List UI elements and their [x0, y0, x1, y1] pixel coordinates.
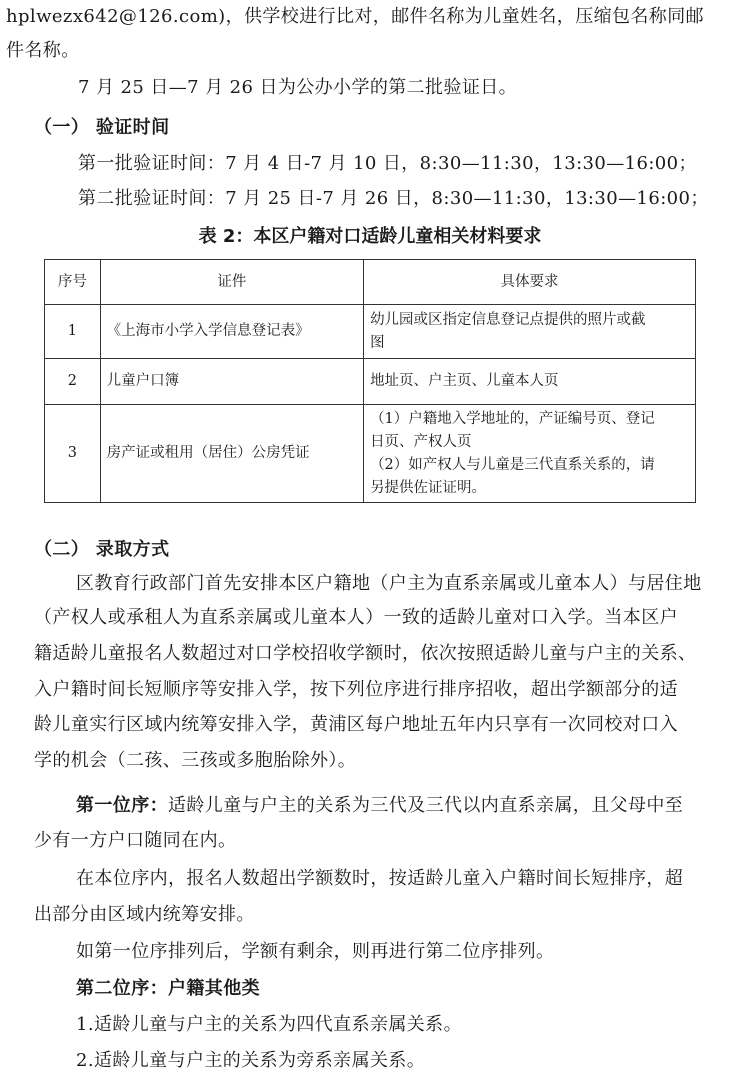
admission-para-line: 籍适龄儿童报名人数超过对口学校招收学额时，依次按照适龄儿童与户主的关系、: [34, 643, 697, 664]
second-priority-item-1: 1.适龄儿童与户主的关系为四代直系亲属关系。: [76, 1014, 462, 1035]
admission-para-line: 入户籍时间长短顺序等安排入学，按下列位序进行排序招收，超出学额部分的适: [34, 679, 678, 700]
first-priority-para-2: 在本位序内，报名人数超出学额数时，按适龄儿童入户籍时间长短排序，超: [76, 868, 684, 889]
row-document: 儿童户口簿: [100, 359, 363, 405]
table-header-row: [45, 260, 696, 305]
table-title: 表 2：本区户籍对口适龄儿童相关材料要求: [198, 226, 542, 247]
table-row: [45, 405, 696, 503]
admission-para-line: （产权人或承租人为直系亲属或儿童本人）一致的适龄儿童对口入学。当本区户: [34, 607, 678, 628]
row-document: 《上海市小学入学信息登记表》: [100, 305, 363, 359]
requirement-line: 日页、产权人页: [370, 433, 472, 450]
first-priority-label: 第一位序：: [76, 795, 168, 816]
first-priority-line: [76, 794, 683, 818]
row-requirements: [364, 405, 696, 503]
row-no: 3: [45, 405, 101, 503]
row-no: 2: [45, 359, 101, 405]
first-priority-para-2-cont: 出部分由区域内统筹安排。: [34, 904, 255, 925]
section-heading-admission-method: （二） 录取方式: [34, 539, 170, 560]
table-row: [45, 359, 696, 405]
materials-table: [44, 259, 696, 503]
admission-para-line: 龄儿童实行区域内统筹安排入学，黄浦区每户地址五年内只享有一次同校对口入: [34, 714, 678, 735]
section-heading-verification-time: （一） 验证时间: [34, 117, 170, 138]
requirement-line: 另提供佐证证明。: [370, 479, 487, 496]
requirement-line: 图: [370, 334, 385, 351]
requirement-line: （1）户籍地入学地址的，产证编号页、登记: [370, 410, 655, 427]
row-requirements: [364, 305, 696, 359]
first-priority-line-2: 少有一方户口随同在内。: [34, 830, 237, 851]
intro-line-2: 件名称。: [6, 40, 80, 61]
row-no: 1: [45, 305, 101, 359]
header-no: 序号: [45, 260, 101, 305]
requirement-line: 幼儿园或区指定信息登记点提供的照片或截: [370, 311, 646, 328]
first-batch-time: 第一批验证时间：7 月 4 日-7 月 10 日，8:30—11:30，13:30—16:00；: [78, 153, 697, 174]
first-priority-text: 适龄儿童与户主的关系为三代及三代以内直系亲属，且父母中至: [168, 795, 684, 816]
second-priority-heading: 第二位序：户籍其他类: [76, 978, 260, 999]
intro-line-1: hplwezx642@126.com)，供学校进行比对，邮件名称为儿童姓名，压缩包名称同邮: [6, 6, 705, 27]
second-priority-item-2: 2.适龄儿童与户主的关系为旁系亲属关系。: [76, 1050, 426, 1071]
admission-para-line: 学的机会（二孩、三孩或多胞胎除外）。: [34, 750, 357, 771]
row-requirements: [364, 359, 696, 405]
requirement-line: （2）如产权人与儿童是三代直系关系的，请: [370, 456, 655, 473]
admission-para-line: 区教育行政部门首先安排本区户籍地（户主为直系亲属或儿童本人）与居住地: [76, 573, 702, 594]
second-batch-note: 7 月 25 日—7 月 26 日为公办小学的第二批验证日。: [78, 77, 518, 98]
header-requirements: 具体要求: [364, 260, 696, 305]
requirement-line: 地址页、户主页、儿童本人页: [370, 373, 559, 389]
second-batch-time: 第二批验证时间：7 月 25 日-7 月 26 日，8:30—11:30，13:30—16:00；: [78, 188, 709, 209]
header-document: 证件: [100, 260, 363, 305]
row-document: 房产证或租用（居住）公房凭证: [100, 405, 363, 503]
table-row: [45, 305, 696, 359]
first-priority-para-3: 如第一位序排列后，学额有剩余，则再进行第二位序排列。: [76, 941, 555, 962]
